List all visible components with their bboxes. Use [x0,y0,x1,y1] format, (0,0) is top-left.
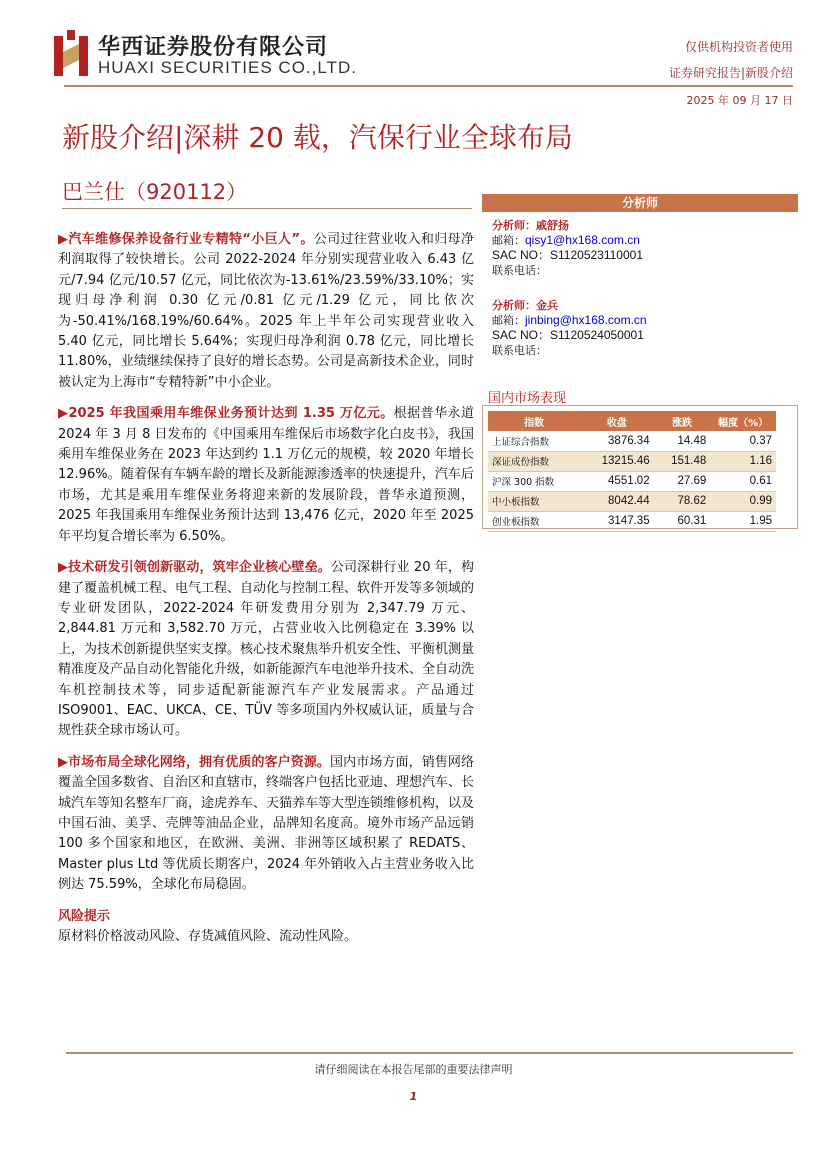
table-row [488,491,776,511]
col-close: 收盘 [580,411,653,431]
paragraph-text: 公司过往营业收入和归母净利润取得了较快增长。公司 2022-2024 年分别实现营业收入 6.43 亿元/7.94 亿元/10.57 亿元，同比依次为-13.61%/23.59%/33.10%；实现归母净利润 0.30 亿元/0.81 亿元/1.29 亿元，同比依次为-50.41%/168.19%/60.64%。2025 年上半年公司实现营业收入 5.40 亿元，同比增长 5.64%；实现归母净利润 0.78 亿元，同比增长 11.80%，业绩继续保持了良好的增长态势。公司是高新技术企业，同时被认定为上海市“专精特新”中小企业。 [58,232,474,390]
report-body [58,230,474,947]
analyst-sac: SAC NO：S1120523110001 [492,248,643,262]
analyst-email-link[interactable]: jinbing@hx168.com.cn [525,313,647,327]
report-date: 2025 年 09 月 17 日 [686,94,793,107]
analyst-phone: 联系电话： [492,344,547,357]
company-subtitle: 巴兰仕（920112） [62,180,248,204]
paragraph-lead: ▶市场布局全球化网络，拥有优质的客户资源。 [58,754,331,770]
index-name: 中小板指数 [488,491,580,511]
page-number: 1 [409,1090,418,1103]
analyst-sac: SAC NO：S1120524050001 [492,328,644,342]
analyst-name: 分析师：金兵 [492,299,558,312]
index-change: 27.69 [654,471,711,491]
index-pct: 0.61 [710,471,776,491]
subtitle-divider [62,208,472,209]
col-pct: 幅度（%） [710,411,776,431]
audience-tag: 仅供机构投资者使用 [684,40,793,54]
index-change: 151.48 [654,451,711,471]
paragraph-text: 国内市场方面，销售网络覆盖全国多数省、自治区和直辖市，终端客户包括比亚迪、理想汽车、长城汽车等知名整车厂商，途虎养车、天猫养车等大型连锁维修机构，以及中国石油、美孚、壳牌等油品企业，品牌知名度高。境外市场产品远销 100 多个国家和地区，在欧洲、美洲、非洲等区域积累了 REDATS、Master plus Ltd 等优质长期客户，2024 年外销收入占主营业务收入比例达 75.59%，全球化布局稳固。 [58,754,475,893]
risk-text: 原材料价格波动风险、存货减值风险、流动性风险。 [58,929,358,944]
index-change: 14.48 [654,431,711,451]
analyst-email-link[interactable]: qisy1@hx168.com.cn [525,233,640,247]
paragraph-text: 根据普华永道 2024 年 3 月 8 日发布的《中国乘用车维保后市场数字化白皮书》，我国乘用车维保业务在 2023 年达到约 1.1 万亿元的规模，较 2020 年增长 12.96%。随着保有车辆车龄的增长及新能源渗透率的快速提升，汽车后市场，尤其是乘用车维保业务将迎来新的发展阶段，普华永道预测，2025 年我国乘用车维保业务预计达到 13,476 亿元，2020 年至 2025 年平均复合增长率为 6.50%。 [58,406,474,544]
paragraph-global-market [58,753,474,896]
report-type-tag: 证券研究报告|新股介绍 [668,66,793,80]
company-logo [52,28,357,84]
table-row [488,511,776,531]
market-table [488,411,776,532]
index-close: 3147.35 [580,511,653,531]
market-performance-title: 国内市场表现 [488,391,567,406]
analyst-box [482,194,798,358]
paragraph-rnd [58,558,474,742]
analyst-name: 分析师：戚舒扬 [492,219,569,232]
paragraph-text: 公司深耕行业 20 年，构建了覆盖机械工程、电气工程、自动化与控制工程、软件开发等多领域的专业研发团队，2022-2024 年研发费用分别为 2,347.79 万元、2,844.81 万元和 3,582.70 万元，占营业收入比例稳定在 3.39% 以上，为技术创新提供坚实支撑。核心技术聚焦举升机安全性、平衡机测量精准度及产品自动化智能化升级，如新能源汽车电池举升技术、全自动洗车机控制技术等，同步适配新能源汽车产业发展需求。产品通过 ISO9001、EAC、UKCA、CE、TÜV 等多项国内外权威认证，质量与合规性获全球市场认可。 [58,560,475,739]
index-pct: 1.95 [710,511,776,531]
header-tags [669,34,793,86]
col-index: 指数 [488,411,580,431]
report-title: 新股介绍|深耕 20 载，汽保行业全球布局 [62,121,573,154]
index-change: 78.62 [654,491,711,511]
analyst-entry [482,212,798,278]
index-close: 13215.46 [580,451,653,471]
col-change: 涨跌 [654,411,711,431]
index-pct: 0.37 [710,431,776,451]
index-name: 深证成份指数 [488,451,580,471]
index-close: 3876.34 [580,431,653,451]
index-name: 沪深 300 指数 [488,471,580,491]
index-name: 上证综合指数 [488,431,580,451]
huaxi-logo-icon [52,30,90,78]
index-change: 60.31 [654,511,711,531]
analyst-phone: 联系电话： [492,264,547,277]
email-label: 邮箱： [492,314,525,327]
analyst-box-header: 分析师 [482,194,798,212]
index-close: 4551.02 [580,471,653,491]
risk-title: 风险提示 [58,908,111,924]
paragraph-company-overview [58,230,474,393]
index-close: 8042.44 [580,491,653,511]
table-header-row [488,411,776,431]
paragraph-market-size [58,404,474,547]
table-row [488,431,776,451]
paragraph-lead: ▶技术研发引领创新驱动，筑牢企业核心壁垒。 [58,560,331,576]
index-pct: 0.99 [710,491,776,511]
legal-disclaimer: 请仔细阅读在本报告尾部的重要法律声明 [314,1063,513,1076]
analyst-entry [482,292,798,358]
table-row [488,451,776,471]
index-pct: 1.16 [710,451,776,471]
index-name: 创业板指数 [488,511,580,531]
paragraph-lead: ▶2025 年我国乘用车维保业务预计达到 1.35 万亿元。 [58,406,394,422]
email-label: 邮箱： [492,234,525,247]
company-name-cn: 华西证券股份有限公司 [98,35,329,60]
company-name-en: HUAXI SECURITIES CO.,LTD. [98,58,357,77]
footer-divider [66,1052,793,1054]
header-divider [64,85,793,87]
paragraph-lead: ▶汽车维修保养设备行业专精特“小巨人”。 [58,232,314,247]
table-row [488,471,776,491]
